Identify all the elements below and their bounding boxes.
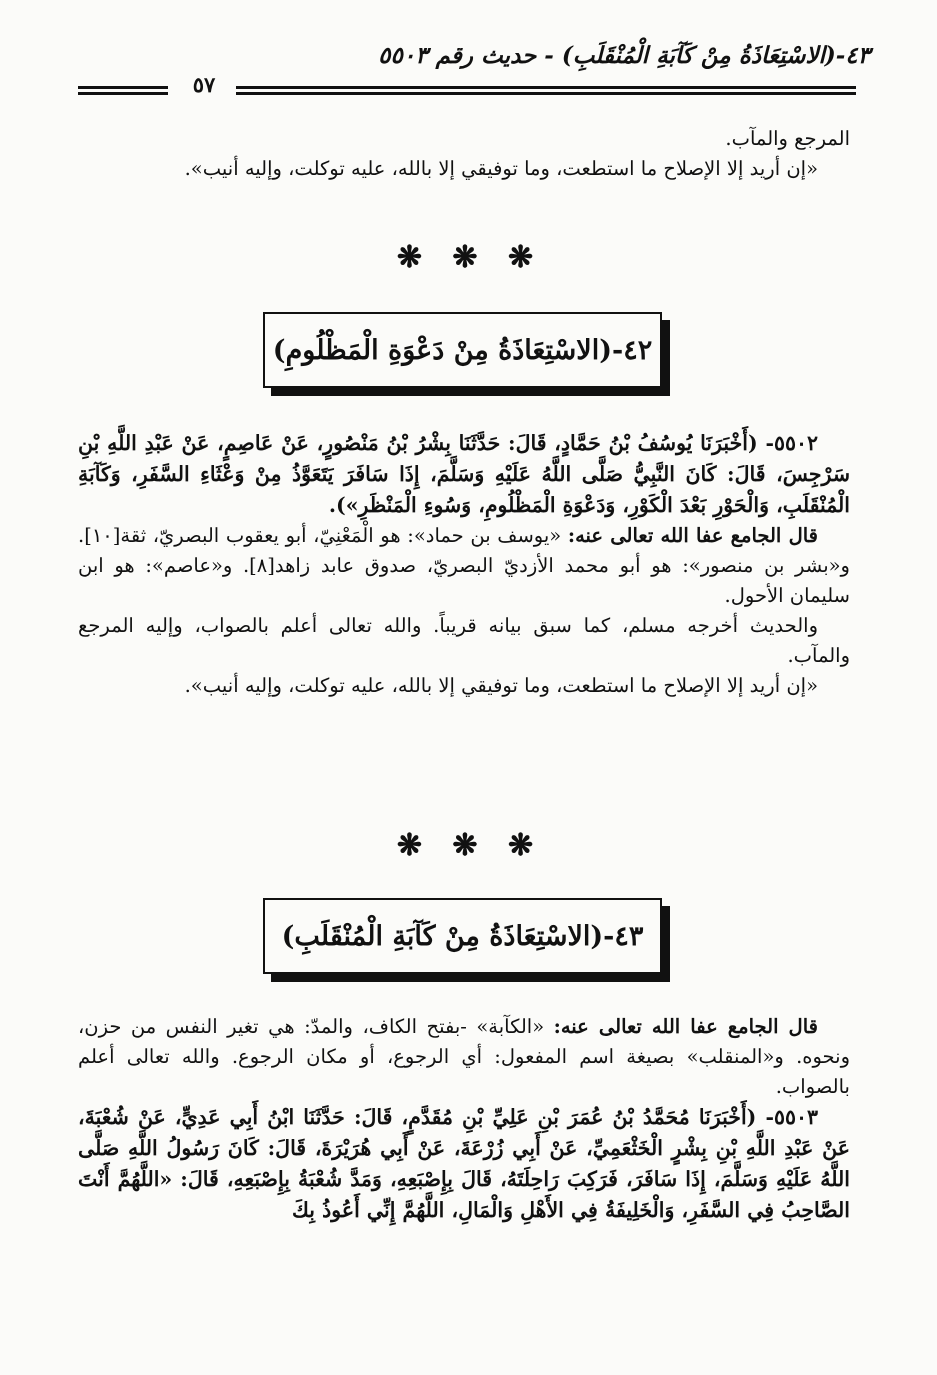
commentary-43 bbox=[78, 1012, 850, 1102]
header-rule-left bbox=[78, 86, 168, 95]
header-rule-right bbox=[236, 86, 856, 95]
commentary-5502 bbox=[78, 521, 850, 611]
page-number: ٥٧ bbox=[192, 72, 216, 97]
chapter-43-body bbox=[78, 1012, 850, 1226]
chapter-42-heading bbox=[263, 312, 662, 388]
commentary-text: «الكآبة» -بفتح الكاف، والمدّ: هي تغير النفس من حزن، ونحوه. و«المنقلب» بصيغة اسم المفعول: أي الرجوع، أو مكان الرجوع. والله تعالى أعلم بالصواب. bbox=[78, 1015, 850, 1098]
intro-text bbox=[78, 124, 850, 184]
chapter-43-title: ٤٣-(الاسْتِعَاذَةُ مِنْ كَآبَةِ الْمُنْقَلَبِ) bbox=[281, 920, 644, 952]
chapter-42-title: ٤٢-(الاسْتِعَاذَةُ مِنْ دَعْوَةِ الْمَظْلُومِ) bbox=[272, 334, 653, 366]
separator-stars-2: ❋ ❋ ❋ bbox=[396, 828, 544, 863]
intro-quote: «إن أريد إلا الإصلاح ما استطعت، وما توفيقي إلا بالله، عليه توكلت، وإليه أنيب». bbox=[184, 157, 818, 180]
commentary-label: قال الجامع عفا الله تعالى عنه: bbox=[553, 1015, 818, 1038]
running-header-title: ٤٣-(الاسْتِعَاذَةُ مِنْ كَآبَةِ الْمُنْقَلَبِ) - حديث رقم ٥٥٠٣ bbox=[378, 42, 870, 69]
chapter-42-body bbox=[78, 428, 850, 701]
separator-stars-1: ❋ ❋ ❋ bbox=[396, 240, 544, 275]
commentary-text: «يوسف بن حماد»: هو الْمَعْنِيّ، أبو يعقوب البصريّ، ثقة[١٠]. و«بشر بن منصور»: هو أبو محمد الأزديّ البصريّ، صدوق عابد زاهد[٨]. و«عاصم»: هو ابن سليمان الأحول. bbox=[78, 524, 850, 607]
hadith-5503: ٥٥٠٣- (أَخْبَرَنَا مُحَمَّدُ بْنُ عُمَرَ بْنِ عَلِيِّ بْنِ مُقَدَّمٍ، قَالَ: حَدَّثَنَا ابْنُ أَبِي عَدِيٍّ، عَنْ شُعْبَةَ، عَنْ عَبْدِ اللَّهِ بْنِ بِشْرٍ الْخَثْعَمِيِّ، عَنْ أَبِي زُرْعَةَ، عَنْ أَبِي هُرَيْرَةَ، قَالَ: كَانَ رَسُولُ اللَّهِ صَلَّى اللَّهُ عَلَيْهِ وَسَلَّمَ، إِذَا سَافَرَ، فَرَكِبَ رَاحِلَتَهُ، قَالَ بِإِصْبَعِهِ، وَمَدَّ شُعْبَةُ بِإِصْبَعِهِ، قَالَ: «اللَّهُمَّ أَنْتَ الصَّاحِبُ فِي السَّفَرِ، وَالْخَلِيفَةُ فِي الأَهْلِ وَالْمَالِ، اللَّهُمَّ إِنِّي أَعُوذُ بِكَ bbox=[78, 1105, 850, 1222]
chapter-43-heading bbox=[263, 898, 662, 974]
commentary-label: قال الجامع عفا الله تعالى عنه: bbox=[567, 524, 818, 547]
closing-quote-5502: «إن أريد إلا الإصلاح ما استطعت، وما توفيقي إلا بالله، عليه توكلت، وإليه أنيب». bbox=[184, 674, 818, 697]
hadith-5502: ٥٥٠٢- (أَخْبَرَنَا يُوسُفُ بْنُ حَمَّادٍ، قَالَ: حَدَّثَنَا بِشْرُ بْنُ مَنْصُورٍ، عَنْ عَاصِمٍ، عَنْ عَبْدِ اللَّهِ بْنِ سَرْجِسَ، قَالَ: كَانَ النَّبِيُّ صَلَّى اللَّهُ عَلَيْهِ وَسَلَّمَ، إِذَا سَافَرَ يَتَعَوَّذُ مِنْ وَعْثَاءِ السَّفَرِ، وَكَآبَةِ الْمُنْقَلَبِ، وَالْحَوْرِ بَعْدَ الْكَوْرِ، وَدَعْوَةِ الْمَظْلُومِ، وَسُوءِ الْمَنْظَرِ»). bbox=[78, 431, 850, 517]
intro-line: المرجع والمآب. bbox=[725, 127, 850, 150]
takhrij-5502: والحديث أخرجه مسلم، كما سبق بيانه قريباً. والله تعالى أعلم بالصواب، وإليه المرجع والمآب. bbox=[78, 614, 850, 667]
